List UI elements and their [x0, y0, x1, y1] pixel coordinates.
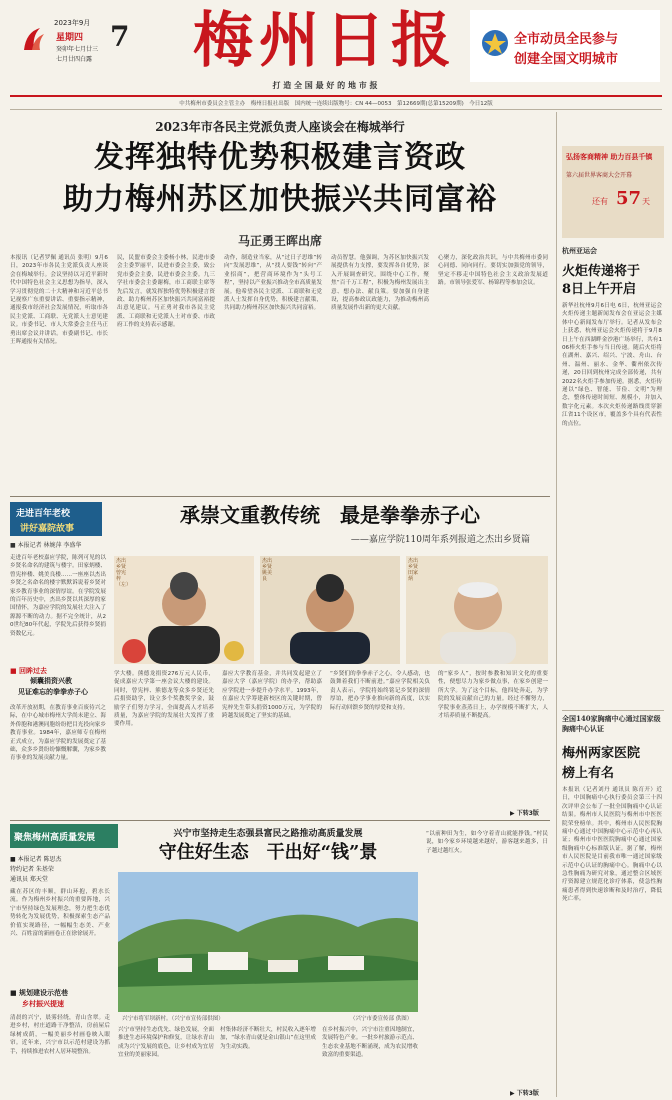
- lunar-date-2: 七月廿四白露: [56, 56, 93, 63]
- expo-banner: [562, 146, 664, 238]
- subsection-title-1: 倾囊捐资兴教: [30, 676, 72, 685]
- newspaper-title: 梅州日报: [193, 6, 457, 76]
- lead-headline-2: 助力梅州苏区加快振兴共同富裕: [63, 182, 497, 217]
- county-body-col4: 在乡村振兴中，兴宁市注重因地制宜，发展特色产业。一批乡村旅游示范点、生态农业基地不断涌现，成为农民增收致富的重要渠道。: [322, 1027, 418, 1059]
- county-subsection-title: ■ 规划建设示范巷: [10, 988, 69, 997]
- portrait-caption-2: 杰出乡贤姚美良: [262, 558, 273, 582]
- county-photo-caption: 兴宁市将军坝新村。（兴宁市宣传部供图）: [122, 1016, 224, 1022]
- lead-headline-1: 发挥独特优势积极建言资政: [94, 140, 466, 175]
- story2-headline-2: 榜上有名: [562, 766, 615, 781]
- culture-byline: ■ 本报记者 林婉萍 李盛华: [10, 542, 82, 549]
- story2-kicker: 全国140家胸痛中心通过国家级胸痛中心认证: [562, 714, 661, 733]
- date-year-month: 2023年9月: [54, 19, 91, 27]
- lead-kicker: 2023年市各民主党派负责人座谈会在梅城举行: [155, 120, 405, 134]
- masthead: [0, 0, 672, 112]
- portrait-photo-1: [114, 556, 254, 664]
- series-logo-line-2: 讲好嘉院故事: [20, 524, 75, 534]
- lead-subhead: 马正勇王晖出席: [237, 234, 322, 248]
- series-logo-line-1: 走进百年老校: [16, 509, 71, 519]
- newspaper-logo-icon: [18, 24, 48, 54]
- banner-line-2: 第六届世界客商大会开幕: [566, 172, 633, 179]
- promo-line-1: 全市动员全民参与: [514, 32, 619, 47]
- county-body-col2: 兴宁市坚持生态优先、绿色发展，全面推进生态环境保护和修复，让绿水青山成为兴宁发展的底色，让乡村成为宜居宜业的美丽家园。: [118, 1027, 214, 1059]
- promo-line-2: 创建全国文明城市: [514, 52, 619, 67]
- culture-body-col1: 走进百年老校嘉应学院，陈列可见的以乡贤名命名的建筑与楼宇。田家炳楼、曾宪梓楼、姚美良楼……一座座以杰出乡贤之名命名的楼宇默默诉说着乡贤对家乡教育事业的深情厚谊。在学院发展的百年历史中，杰出乡贤以其深厚的家国情怀，为嘉应学院的发展壮大注入了源源不断的动力。据不完全统计，从20世纪80年代起，学院先后获得乡贤捐资数亿元。: [10, 555, 106, 637]
- county-byline-2: 特约记者 朱基荣: [10, 866, 54, 873]
- portrait-photo-2: [260, 556, 400, 664]
- county-subsection-sub: 乡村振兴提速: [22, 999, 64, 1008]
- lead-body-col1: 本报讯（记者罗佩 通讯员 张明）9月6日，2023年市各民主党派负责人座谈会在梅城举行。会议坚持以习近平新时代中国特色社会主义思想为指导，深入学习贯彻党的二十大精神和习近平总书记视察广东重要讲话、重要指示精神，通报我市经济社会发展情况，听取市各民主党派、工商联、无党派人士意见建议。市委书记、市人大常委会主任马正勇出席会议并讲话。市委副书记、市长王晖通报有关情况。: [10, 255, 108, 346]
- lead-story: [10, 112, 550, 496]
- county-photo-caption-2: （兴宁市委宣传部 供图）: [350, 1016, 413, 1022]
- lead-body-col2: 民，民盟市委会主委杨小林，民进市委会主委罗丽平，民进市委会主委，致公党市委会主委，民进市委会主委。九三学社市委会主委谢梅，市工商联主席等先后发言，就发挥独特优势积极建言资政、助力梅州苏区加快振兴共同富裕提出意见建议。马正勇对我市各民主党派、工商联和无党派人士对市委、市政府工作的支持表示感谢。: [117, 255, 215, 329]
- culture-body-col5: 的“家乡人”，按时参教和知识文化的重要性，便想尽力为家乡做点事，在家乡创建一所大学。为了这个目标，他四处奔走，为学院的发展贡献自己的力量。经过不懈努力，学院事业蒸蒸日上，办学规模不断扩大，人才培养质量不断提高。: [438, 671, 548, 720]
- county-body-col1b: 清晨的兴宁，晨雾轻绕，青山含翠。走进乡村，村庄道路干净整洁，房前屋后绿树成荫，一幅美丽乡村画卷映入眼帘。近年来，兴宁市以示范村建设为抓手，持续推进农村人居环境整治。: [10, 1015, 110, 1055]
- county-headline: 守住好生态 干出好“钱”景: [158, 842, 378, 863]
- countdown-label: 还有: [592, 197, 608, 206]
- county-section: [10, 822, 550, 1098]
- culture-subsection-1: [10, 666, 106, 702]
- county-body-col3: 村集体经济不断壮大，村民收入逐年增加，“绿水青山就是金山银山”在这里成为生动实践。: [220, 1027, 316, 1050]
- story2-body: 本报讯（记者刘丹 通讯员 陈育开）近日，中国胸痛中心执行委员会第三十四次评审会公布了一批全国胸痛中心认证结果。梅州市人民医院与梅州市中医医院荣登榜单。其中，梅州市人民医院胸痛中心通过中国胸痛中心示范中心再认证；梅州市中医医院胸痛中心通过国家级胸痛中心标准版认证。据了解，梅州市人民医院是目前我市唯一通过国家级示范中心认证的胸痛中心。胸痛中心以急性胸痛为研究对象，通过整合区域医疗资源建立规范化诊疗体系，使急性胸痛患者得到快速诊断和及时治疗，降低死亡率。: [562, 787, 662, 903]
- story1-kicker: 杭州亚运会: [562, 246, 597, 255]
- subsection-title-2: 见证难忘的拳拳赤子心: [18, 687, 88, 696]
- county-byline-3: 通讯员 郑天堂: [10, 876, 48, 883]
- culture-section: [10, 498, 550, 820]
- story1-body: 新华社杭州9月6日电 6日，杭州亚运会火炬传递主题新闻发布会在亚运会主媒体中心新闻发布厅举行。记者从发布会上获悉，杭州亚运会火炬传递将于9月8日上午在西湖畔金沙港广场举行，共有106棒火炬手参与当日传递。随后火炬将在湖州、嘉兴、绍兴、宁波、舟山、台州、温州、丽水、金华、衢州依次传递，20日回到杭州完成全部传递，共有2022名火炬手参加传递。据悉，火炬传递以“绿色、智能、节俭、文明”为理念，整体传递时间短、规模小，并加入数字化元素。本次火炬传递路线贯穿浙江省11个设区市，覆盖多个具有代表性的点位。: [562, 303, 662, 427]
- countdown-days: 57: [616, 188, 642, 209]
- story1-headline-2: 8日上午开启: [562, 282, 637, 297]
- county-landscape-photo: [118, 872, 418, 1012]
- county-body-col5: “以前种田为生，如今守着青山就能挣钱。”村民说，如今家乡环境越来越好，游客越来越多，日子越过越红火。: [426, 831, 548, 854]
- lunar-date-1: 癸卯年七月廿三: [56, 46, 99, 53]
- county-continue: ▶ 下转3版: [510, 1090, 539, 1097]
- county-subsection: [10, 988, 110, 1014]
- culture-subhead: ——嘉应学院110周年系列报道之杰出乡贤篇: [350, 535, 530, 545]
- story1-headline-1: 火炬传递将于: [562, 264, 641, 279]
- civilization-emblem-icon: [480, 28, 510, 58]
- right-column: [562, 112, 664, 1097]
- lead-body-col4: 动员智慧。他强调，为苏区加快振兴发展提供有力支撑，要发挥各自优势，深入开展调查研究，围绕中心工作，聚焦“百千万工程”，积极为梅州发展出主意、想办法、献良策。要加强自身建设，提高参政议政能力，为推动梅州高质量发展作出新的更大贡献。: [331, 255, 429, 312]
- story2-headline-1: 梅州两家医院: [562, 746, 641, 761]
- newspaper-slogan: 打 造 全 国 最 好 的 地 市 报: [272, 81, 378, 90]
- county-kicker: 兴宁市坚持走生态强县富民之路推动高质量发展: [173, 829, 363, 839]
- date-day: 7: [110, 20, 130, 53]
- culture-body-col2: 学大楼。熊德龙捐资276万元人民币，促成嘉应大学第一座会议大楼的建设。同时，曾宪梓、熊德龙等众多乡贤还先后捐资助学，设立多个奖教奖学金，鼓励学子们努力学习，全面提高人才培养质量，为嘉应学院的发展壮大发挥了重要作用。: [114, 671, 214, 728]
- date-weekday: 星期四: [56, 33, 84, 43]
- college-series-logo: [10, 502, 102, 536]
- countdown-unit: 天: [642, 197, 650, 206]
- county-byline-1: ■ 本报记者 陈思杰: [10, 856, 62, 863]
- county-logo-text: 聚焦梅州高质量发展: [14, 833, 96, 843]
- culture-continue: ▶ 下转3版: [510, 810, 539, 817]
- portrait-caption-3: 杰出乡贤田家炳: [408, 558, 419, 582]
- portrait-photo-3: [406, 556, 548, 664]
- county-body-col1: 藏在苏区的丰顺，群山环抱，碧水长流。作为梅州乡村振兴的重要阵地，兴宁市坚持绿色发展理念，努力把生态优势转化为发展优势，积极探索生态产品价值实现路径，一幅幅生态美、产业兴、百姓富的新画卷正在徐徐展开。: [10, 889, 110, 938]
- county-series-logo: [10, 824, 118, 848]
- portrait-caption-1: 杰出乡贤曾宪梓（左）: [116, 558, 132, 588]
- lead-body-col5: 心聚力，深化政治共识，与中共梅州市委同心同德、同向同行。要切实加强党的领导，坚定不移走中国特色社会主义政治发展道路。市领导张爱军、杨锦程等参加会议。: [438, 255, 548, 287]
- info-bar: 中共梅州市委员会主管主办 梅州日报社出版 国内统一连续出版物号：CN 44—0053 第12669期(总第15209期) 今日12版: [179, 101, 493, 107]
- culture-body-col3: 嘉应大学教育基金，并共同发起建立了嘉应大学（嘉应学院）的办学，帮助嘉应学院进一步提升办学水平。1993年，在嘉应大学筹建新校区的关键时期，曾宪梓先生带头捐资1000万元，为学院的跨越发展奠定了坚实的基础。: [222, 671, 322, 720]
- subsection-label: ■ 回眸过去: [10, 666, 48, 675]
- culture-headline: 承崇文重教传统 最是拳拳赤子心: [180, 503, 480, 527]
- culture-body-col1b: 改革开放初期，在教育事业百废待兴之际，在中心城市梅州大学尚未建立、海外侨胞和港澳同胞纷纷把目光投向家乡教育事业。1984年，嘉应师专在梅州正式成立，为嘉应学院的发展奠定了基础，众多乡贤纷纷慷慨解囊，为家乡教育事业的发展贡献力量。: [10, 705, 106, 762]
- lead-body-col3: 动作，制造业当家，从“过日子思维”转向“发展思维”，从“找人要钱”转向“产业招商”，把营商环境作为“头号工程”，坚持以产业振兴推动全市高质量发展。他希望各民主党派、工商联和无党派人士发挥自身优势，积极建言献策，共同助力梅州苏区加快振兴共同富裕。: [224, 255, 322, 312]
- banner-line-1: 弘扬客商精神 助力百县千镇: [566, 152, 653, 161]
- culture-body-col4: “乡贤们的拳拳赤子之心，令人感动，也鼓舞着我们不断前进。”嘉应学院相关负责人表示，学院将始终铭记乡贤的深情厚谊，把办学事业推向新的高度，以实际行动回馈乡贤的厚爱和支持。: [330, 671, 430, 711]
- date-block: [10, 8, 170, 78]
- civilization-promo: [470, 10, 660, 82]
